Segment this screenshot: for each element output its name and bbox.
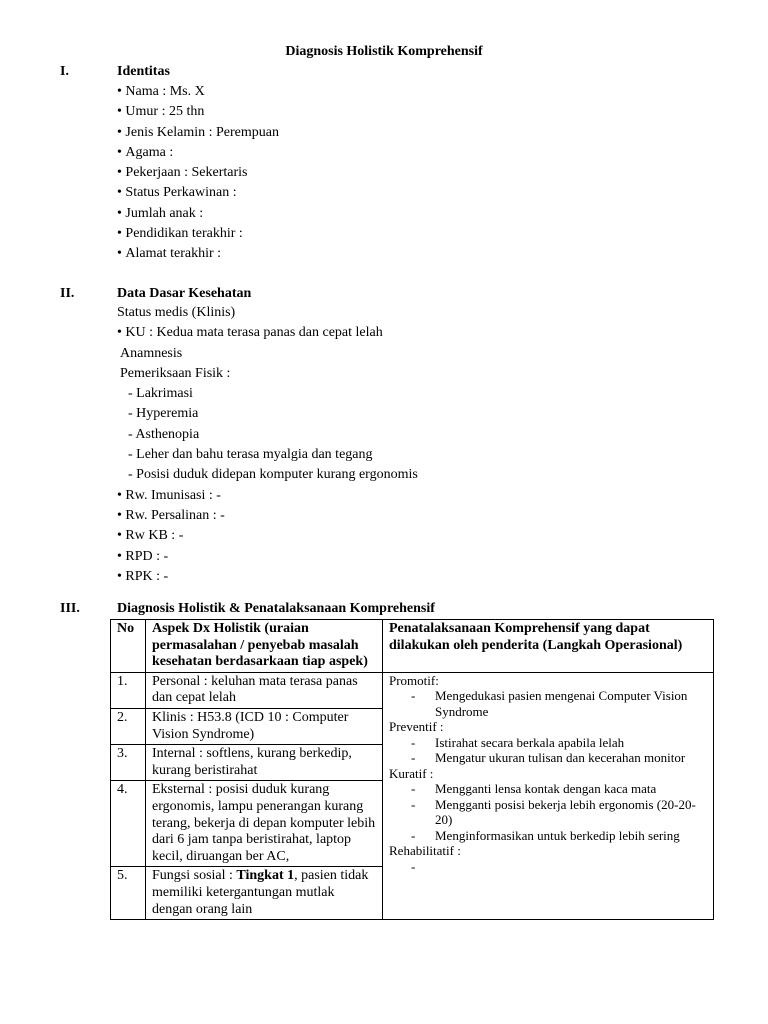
diagnosis-table [110,619,714,920]
aspek-bold-text: Tingkat 1 [236,868,295,884]
row-no: 1. [111,672,146,708]
section-1-title: Identitas [117,64,170,79]
section-1-number: I. [60,64,69,79]
row-no: 3. [111,745,146,781]
identity-item: • Umur : 25 thn [117,102,279,122]
plan-item-text: Menginformasikan untuk berkedip lebih sering [435,827,680,843]
status-medis-label: Status medis (Klinis) [117,305,236,320]
aspek-text: Eksternal : posisi duduk kurang ergonomis, lampu penerangan kurang terang, bekerja di depan komputer lebih dari 6 jam tanpa beristirahat, laptop kecil, diruangan ber AC, [152,782,376,864]
table-row [111,672,714,708]
riwayat-item: • RPD : - [117,547,418,567]
health-data-list [117,303,418,587]
section-2-number: II. [60,286,75,301]
identity-item: • Status Perkawinan : [117,183,279,203]
ku-item: • KU : Kedua mata terasa panas dan cepat lelah [117,323,418,343]
row-aspek [146,672,383,708]
row-no: 2. [111,708,146,744]
plan-item-text: Mengatur ukuran tulisan dan kecerahan monitor [435,750,686,766]
identity-item: • Jumlah anak : [117,204,279,224]
plan-item-text: Mengganti lensa kontak dengan kaca mata [435,781,657,797]
plan-cell [383,672,714,919]
document-title: Diagnosis Holistik Komprehensif [285,44,483,59]
header-aspek: Aspek Dx Holistik (uraian permasalahan / penyebab masalah kesehatan berdasarkaan tiap aspek) [146,620,383,673]
row-aspek [146,867,383,920]
identity-list [117,82,279,265]
fisik-item: - Posisi duduk didepan komputer kurang ergonomis [128,467,418,483]
aspek-text: , pasien tidak memiliki ketergantungan mutlak dengan orang lain [152,868,369,917]
header-no: No [111,620,146,673]
rehabilitatif-label: Rehabilitatif : [389,843,461,859]
aspek-text: Klinis : H53.8 (ICD 10 : Computer Vision Syndrome) [152,709,349,742]
promotif-label: Promotif: [389,672,439,688]
row-no: 4. [111,781,146,867]
fisik-item: - Leher dan bahu terasa myalgia dan tegang [128,447,373,463]
anamnesis-label: Anamnesis [120,345,183,361]
fisik-item: - Asthenopia [128,426,200,442]
kuratif-label: Kuratif : [389,765,434,781]
table-header-row [111,620,714,673]
aspek-text: Fungsi sosial : [152,868,237,884]
identity-item: • Nama : Ms. X [117,82,279,102]
plan-item: - Mengedukasi pasien mengenai Computer Vision Syndrome [411,688,688,719]
identity-item: • Agama : [117,143,279,163]
fisik-item: - Lakrimasi [128,386,193,402]
section-3-title: Diagnosis Holistik & Penatalaksanaan Komprehensif [117,601,435,616]
riwayat-item: • Rw KB : - [117,526,418,546]
row-aspek [146,708,383,744]
row-aspek [146,781,383,867]
identity-item: • Alamat terakhir : [117,244,279,264]
identity-item: • Jenis Kelamin : Perempuan [117,123,279,143]
identity-item: • Pekerjaan : Sekertaris [117,163,279,183]
riwayat-item: • Rw. Persalinan : - [117,506,418,526]
aspek-text: Personal : keluhan mata terasa panas dan cepat lelah [152,673,358,706]
plan-item: - Mengganti lensa kontak dengan kaca mata [411,781,657,797]
pemeriksaan-label: Pemeriksaan Fisik : [120,365,231,381]
section-2-title: Data Dasar Kesehatan [117,286,252,301]
plan-item: - Mengganti posisi bekerja lebih ergonomis (20-20-20) [411,796,696,828]
riwayat-item: • RPK : - [117,567,418,587]
plan-item-text: Mengganti posisi bekerja lebih ergonomis (20-20-20) [435,796,696,828]
plan-item-text: Mengedukasi pasien mengenai Computer Vision Syndrome [435,688,688,719]
plan-item: - Istirahat secara berkala apabila lelah [411,734,625,750]
plan-item: - Mengatur ukuran tulisan dan kecerahan monitor [411,750,686,766]
preventif-label: Preventif : [389,719,444,735]
row-no: 5. [111,867,146,920]
fisik-item: - Hyperemia [128,406,199,422]
plan-item-text: Istirahat secara berkala apabila lelah [435,734,625,750]
aspek-text: Internal : softlens, kurang berkedip, kurang beristirahat [152,746,352,778]
header-plan: Penatalaksanaan Komprehensif yang dapat dilakukan oleh penderita (Langkah Operasional) [383,620,714,673]
identity-item: • Pendidikan terakhir : [117,224,279,244]
riwayat-item: • Rw. Imunisasi : - [117,486,418,506]
row-aspek [146,745,383,781]
plan-dash: - [411,858,416,874]
section-3-number: III. [60,601,80,616]
plan-item: - Menginformasikan untuk berkedip lebih sering [411,827,680,843]
